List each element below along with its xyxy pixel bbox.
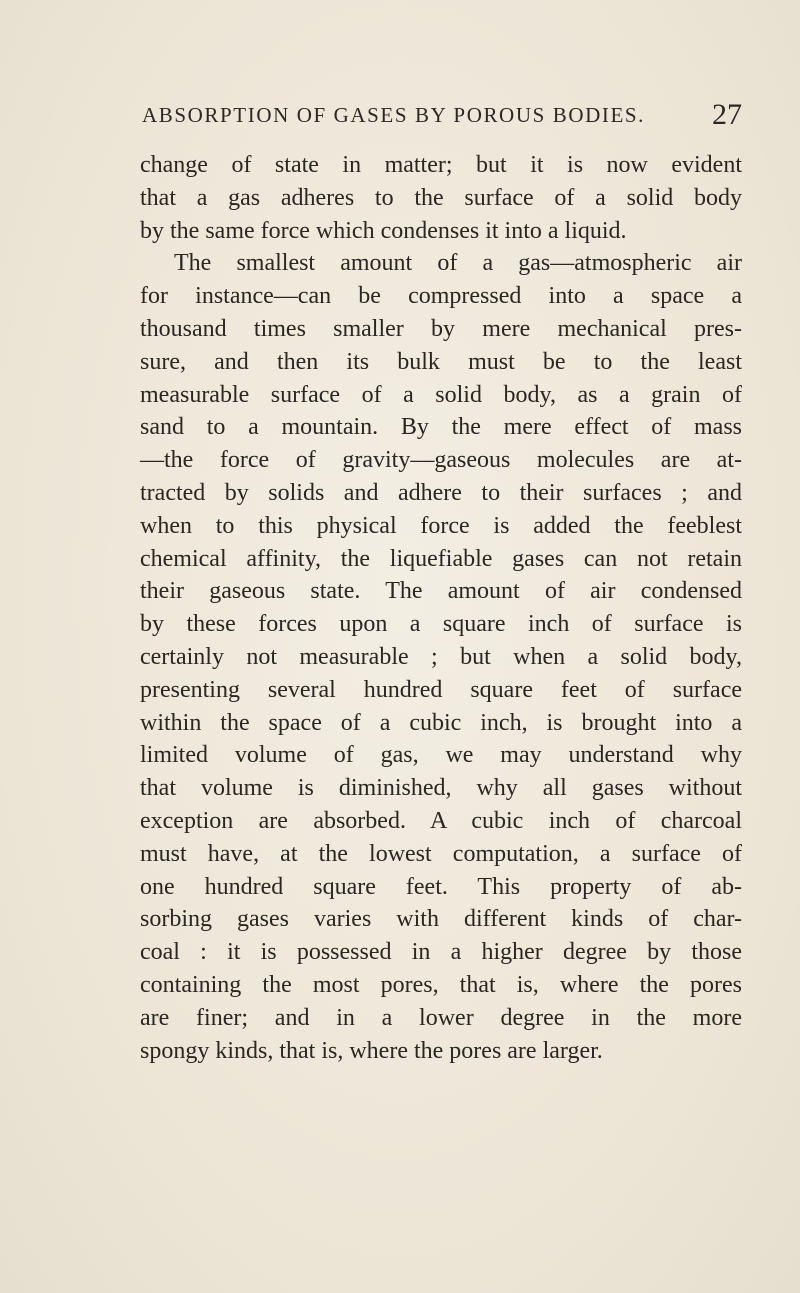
- text-line: for instance—can be compressed into a space a: [140, 283, 742, 310]
- text-line: when to this physical force is added the feeblest: [140, 512, 742, 539]
- text-line: measurable surface of a solid body, as a grain of: [140, 381, 742, 408]
- text-line: containing the most pores, that is, where the pores: [140, 971, 742, 998]
- text-line: must have, at the lowest computation, a surface of: [140, 840, 742, 867]
- text-line: sure, and then its bulk must be to the least: [140, 348, 742, 375]
- text-line: The smallest amount of a gas—atmospheric air: [174, 250, 742, 277]
- body-text: [140, 149, 742, 1067]
- text-line: one hundred square feet. This property of ab-: [140, 873, 742, 900]
- text-line: by the same force which condenses it into a liquid.: [140, 217, 627, 244]
- page-number: 27: [712, 98, 742, 131]
- text-line: sorbing gases varies with different kinds of char-: [140, 906, 742, 933]
- text-line: limited volume of gas, we may understand why: [140, 742, 742, 769]
- text-line: are finer; and in a lower degree in the more: [140, 1004, 742, 1031]
- text-line: within the space of a cubic inch, is brought into a: [140, 709, 742, 736]
- text-line: that volume is diminished, why all gases without: [140, 775, 742, 802]
- text-line: coal : it is possessed in a higher degree by those: [140, 939, 742, 966]
- text-line: change of state in matter; but it is now evident: [140, 152, 742, 178]
- page-header: [142, 98, 742, 135]
- text-line: tracted by solids and adhere to their surfaces ; and: [140, 479, 742, 506]
- text-line: sand to a mountain. By the mere effect of mass: [140, 414, 742, 441]
- text-line: presenting several hundred square feet of surface: [140, 676, 742, 703]
- running-head: ABSORPTION OF GASES BY POROUS BODIES.: [142, 103, 646, 127]
- text-line: their gaseous state. The amount of air condensed: [140, 578, 742, 605]
- text-line: thousand times smaller by mere mechanical pres-: [140, 315, 742, 342]
- text-line: chemical affinity, the liquefiable gases can not retain: [140, 545, 742, 572]
- text-line: spongy kinds, that is, where the pores are larger.: [140, 1037, 603, 1064]
- text-line: by these forces upon a square inch of surface is: [140, 611, 742, 638]
- text-line: —the force of gravity—gaseous molecules are at-: [140, 447, 742, 474]
- text-line: certainly not measurable ; but when a solid body,: [140, 643, 742, 670]
- text-line: exception are absorbed. A cubic inch of charcoal: [140, 807, 742, 834]
- text-line: that a gas adheres to the surface of a solid body: [140, 184, 742, 211]
